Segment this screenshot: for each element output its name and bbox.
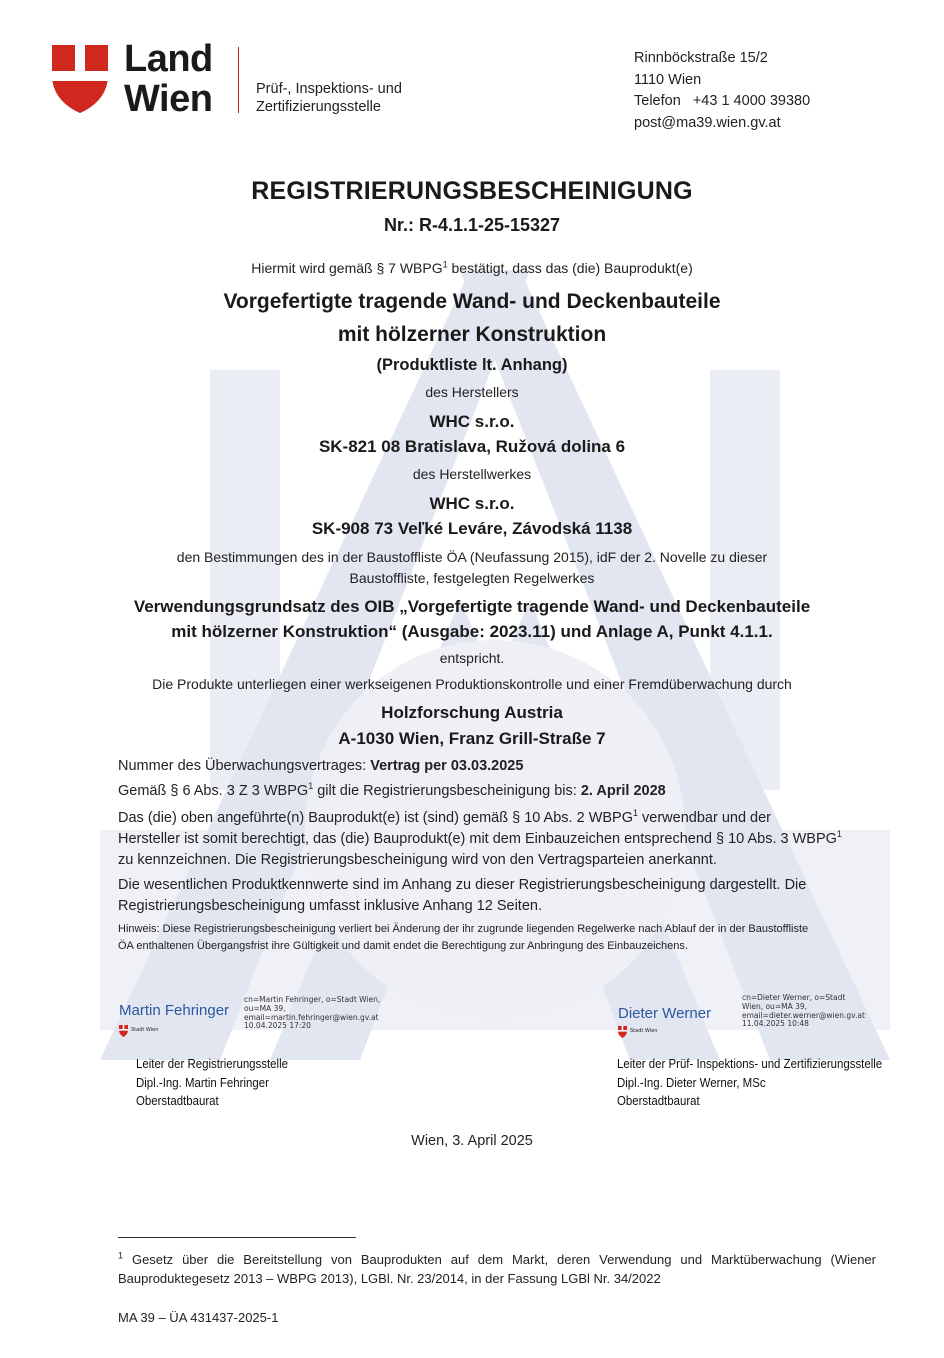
usage-paragraph: Das (die) oben angeführte(n) Bauprodukt(e) ist (sind) gemäß § 10 Abs. 2 WBPG$^1$ verwendbar und der Hersteller ist somit berechtigt, das (die) Bauprodukt(e) mit dem Einbauzeichen entsprechend § 10 Abs. 3 WBPG$^1$ zu kennzeichnen. Die Registrierungsbescheinigung wird von den Vertragsparteien anerkannt. xyxy=(118,808,842,868)
inspector-name: Holzforschung Austria xyxy=(381,703,563,722)
document-number: Nr.: R-4.1.1-25-15327 xyxy=(383,215,561,235)
signature-werner: Dieter Werner xyxy=(618,1005,712,1022)
rules-text: den Bestimmungen des in der Baustoffliste ÖA (Neufassung 2015), idF der 2. Novelle zu dieser Baustoffliste, festgelegten Regelwerkes xyxy=(176,549,768,586)
sender-address xyxy=(634,48,810,134)
address-email: post@ma39.wien.gv.at xyxy=(634,114,781,131)
signature-meta-fehringer: cn=Martin Fehringer, o=Stadt Wien, ou=MA 39, email=martin.fehringer@wien.gv.at 10.04.2025 17:20 xyxy=(244,995,381,1031)
manufacturer-name: WHC s.r.o. xyxy=(429,412,515,431)
logo-land: Land xyxy=(124,38,213,80)
vienna-shield-icon xyxy=(52,45,108,113)
svg-text:Stadt Wien: Stadt Wien xyxy=(630,1028,658,1034)
footnote-divider xyxy=(118,1237,356,1238)
document-reference: MA 39 – ÜA 431437-2025-1 xyxy=(118,1310,279,1325)
principle-line-2: mit hölzerner Konstruktion“ (Ausgabe: 2023.11) und Anlage A, Punkt 4.1.1. xyxy=(171,622,773,641)
product-note: (Produktliste lt. Anhang) xyxy=(376,356,568,374)
intro-text: Hiermit wird gemäß § 7 WBPG$^1$ bestätigt, dass das (die) Bauprodukt(e) xyxy=(251,259,693,276)
label-manufacturer: des Herstellers xyxy=(425,384,519,400)
signature-fehringer: Martin Fehringer xyxy=(119,1002,230,1019)
manufacturer-address: SK-821 08 Bratislava, Ružová dolina 6 xyxy=(318,437,626,456)
stadt-wien-mini-logo-icon xyxy=(618,1026,658,1040)
address-phone: Telefon +43 1 4000 39380 xyxy=(634,93,811,109)
inspector-address: A-1030 Wien, Franz Grill-Straße 7 xyxy=(338,729,606,748)
product-line-2: mit hölzerner Konstruktion xyxy=(337,323,607,346)
annex-paragraph: Die wesentlichen Produktkennwerte sind im Anhang zu dieser Registrierungsbescheinigung dargestellt. Die Registrierungsbescheinigung umfasst inklusive Anhang 12 Seiten. xyxy=(118,877,807,914)
product-line-1: Vorgefertigte tragende Wand- und Deckenbauteile xyxy=(223,290,721,313)
footnote: $^1$ Gesetz über die Bereitstellung von Bauprodukten auf dem Markt, deren Verwendung und Marktüberwachung (Wiener Bauproduktegesetz 2013 – WBPG 2013), LGBl. Nr. 23/2014, in der Fassung LGBl Nr. 34/2022 xyxy=(118,1250,876,1286)
contract-line: Nummer des Überwachungsvertrages: Vertrag per 03.03.2025 xyxy=(118,758,524,774)
address-city: 1110 Wien xyxy=(634,71,702,88)
complies-text: entspricht. xyxy=(439,650,505,666)
hint-text: Hinweis: Diese Registrierungsbescheinigung verliert bei Änderung der ihr zugrunde liegenden Regelwerke nach Ablauf der in der Baustoffliste ÖA enthaltenen Übergangsfrist ihre Gültigkeit und damit endet die Berechtigung zur Anbringung des Einbauzeichens. xyxy=(118,923,809,952)
signature-meta-werner: cn=Dieter Werner, o=Stadt Wien, ou=MA 39, email=dieter.werner@wien.gv.at 11.04.2025 10:48 xyxy=(742,993,865,1029)
plant-name: WHC s.r.o. xyxy=(429,494,515,513)
signatory-block-fehringer: Leiter der Registrierungsstelle Dipl.-Ing. Martin Fehringer Oberstadtbaurat xyxy=(136,1056,288,1108)
validity-line: Gemäß § 6 Abs. 3 Z 3 WBPG$^1$ gilt die Registrierungsbescheinigung bis: 2. April 2028 xyxy=(118,781,666,799)
principle-line-1: Verwendungsgrundsatz des OIB „Vorgefertigte tragende Wand- und Deckenbauteile xyxy=(133,597,811,616)
control-text: Die Produkte unterliegen einer werkseigenen Produktionskontrolle und einer Fremdüberwachung durch xyxy=(152,676,792,692)
signatory-block-werner: Leiter der Prüf- Inspektions- und Zertifizierungsstelle Dipl.-Ing. Dieter Werner, MSc Oberstadtbaurat xyxy=(617,1056,883,1108)
place-date: Wien, 3. April 2025 xyxy=(411,1133,533,1149)
svg-text:Stadt Wien: Stadt Wien xyxy=(131,1027,159,1033)
logo-wien: Wien xyxy=(124,78,213,120)
document-title: REGISTRIERUNGSBESCHEINIGUNG xyxy=(251,177,693,205)
department-name: Prüf-, Inspektions- und Zertifizierungsstelle xyxy=(256,81,402,115)
address-street: Rinnböckstraße 15/2 xyxy=(634,50,768,66)
stadt-wien-mini-logo-icon xyxy=(119,1025,159,1039)
label-plant: des Herstellwerkes xyxy=(412,466,532,482)
logo-divider xyxy=(238,47,239,113)
plant-address: SK-908 73 Veľké Leváre, Závodská 1138 xyxy=(311,519,633,538)
